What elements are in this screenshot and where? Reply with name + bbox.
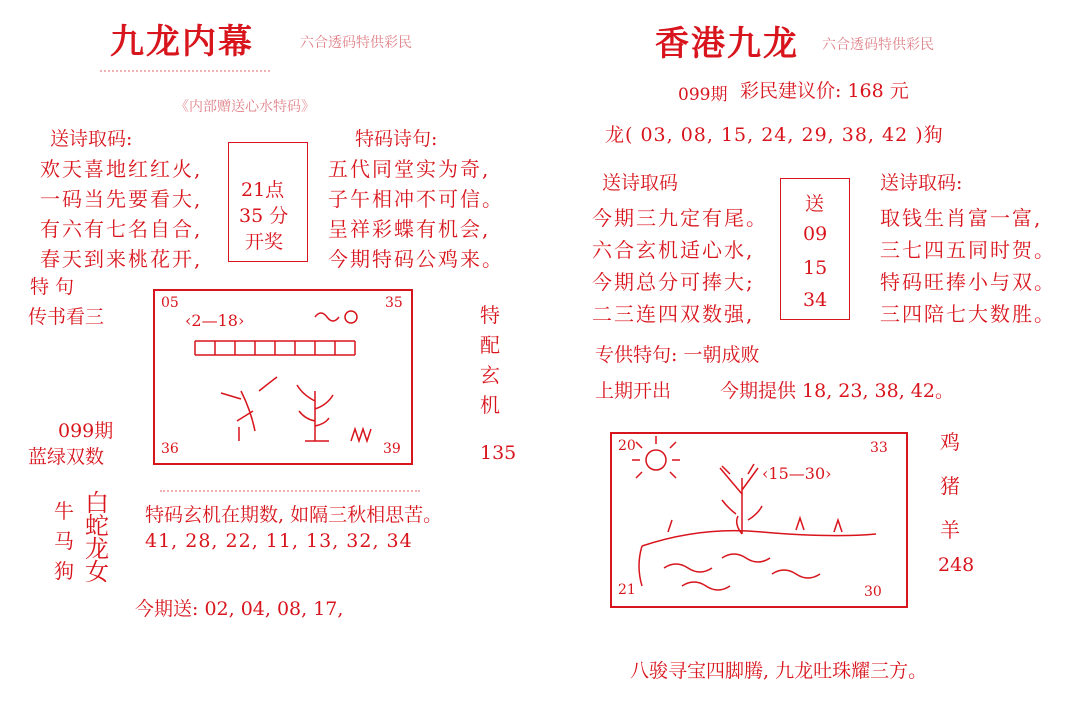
right-title: 香港九龙 <box>655 24 799 64</box>
send-number: 09 <box>803 223 828 245</box>
send-number: 34 <box>803 289 828 311</box>
zodiac-big-char: 龙 <box>85 535 109 563</box>
right-period: 099期 <box>678 85 728 105</box>
zodiac-big-char: 女 <box>85 558 109 586</box>
left-verse-line: 五代同堂实为奇, <box>328 157 491 181</box>
sun-rays-icon <box>632 436 680 478</box>
side-char: 羊 <box>940 518 960 542</box>
left-subtitle: 六合透码特供彩民 <box>300 35 412 51</box>
left-poem-header: 送诗取码: <box>50 128 133 150</box>
right-poem-line: 二三连四双数强, <box>592 302 755 326</box>
dragon-line: 龙( 03, 08, 15, 24, 29, 38, 42 )狗 <box>605 124 944 146</box>
sketch-bottom-left: 36 <box>161 441 179 457</box>
left-side-number: 135 <box>480 442 517 464</box>
zodiac-left <box>52 496 76 586</box>
left-period: 099期 <box>58 420 114 442</box>
sketch-top-right: 33 <box>870 440 888 456</box>
draw-hour: 21点 <box>241 179 285 201</box>
right-panel <box>540 0 1080 717</box>
flower-icon <box>720 464 762 534</box>
right-send-box <box>780 178 850 320</box>
fence-icon <box>195 341 355 355</box>
side-char: 鸡 <box>940 430 960 454</box>
left-verse-line: 今期特码公鸡来。 <box>328 247 504 271</box>
wave-icon <box>664 554 820 590</box>
right-verse-line: 三四陪七大数胜。 <box>880 302 1056 326</box>
send-label: 送 <box>805 193 825 215</box>
left-poem-line: 欢天喜地红红火, <box>40 157 203 181</box>
left-caption: 《内部赠送心水特码》 <box>175 99 315 115</box>
left-poem-line: 一码当先要看大, <box>40 187 203 211</box>
zodiac-char: 马 <box>54 529 74 553</box>
side-char: 玄 <box>480 363 500 387</box>
left-poem-line: 有六有七名自合, <box>40 217 203 241</box>
left-sketch-drawing <box>155 291 407 459</box>
right-verse-line: 特码旺捧小与双。 <box>880 270 1056 294</box>
right-sketch <box>610 432 908 608</box>
sketch-top-left: 05 <box>161 295 179 311</box>
price: 彩民建议价: 168 元 <box>740 80 909 102</box>
left-sketch <box>153 289 413 465</box>
left-title: 九龙内幕 <box>110 22 254 62</box>
left-divider-2 <box>160 490 420 492</box>
left-side-vertical <box>478 300 502 420</box>
sketch-bottom-right: 30 <box>864 584 882 600</box>
zodiac-char: 狗 <box>54 559 74 583</box>
right-side-number: 248 <box>938 554 975 576</box>
today-offer: 今期提供 18, 23, 38, 42。 <box>720 380 954 402</box>
sun-icon <box>646 450 666 470</box>
left-divider <box>100 70 270 72</box>
secret-line: 特码玄机在期数, 如隔三秋相思苦。 <box>145 504 443 526</box>
right-poem-line: 六合玄机适心水, <box>592 238 755 262</box>
special-phrase: 专供特句: 一朝成败 <box>595 344 760 366</box>
zodiac-big <box>82 489 112 586</box>
right-poem-line: 今期总分可捧大; <box>592 270 755 294</box>
cloud-icon <box>315 313 339 321</box>
left-verse-line: 呈祥彩蝶有机会, <box>328 217 491 241</box>
send-number: 15 <box>803 257 828 279</box>
left-poem-line: 春天到来桃花开, <box>40 247 203 271</box>
draw-minute: 35 分 <box>239 205 289 227</box>
special-label: 特 句 <box>30 276 75 298</box>
side-char: 机 <box>480 393 500 417</box>
special-line: 传书看三 <box>28 306 105 328</box>
last-period: 上期开出 <box>595 380 672 402</box>
bird-icon <box>221 377 277 431</box>
left-verse-header: 特码诗句: <box>355 128 438 150</box>
sketch-bottom-left: 21 <box>618 582 636 598</box>
color-hint: 蓝绿双数 <box>28 446 105 468</box>
right-subtitle: 六合透码特供彩民 <box>822 37 934 53</box>
right-poem-header: 送诗取码 <box>602 172 679 194</box>
right-verse-line: 取钱生肖富一富, <box>880 206 1043 230</box>
hill-icon <box>639 531 876 586</box>
sketch-range: ‹15—30› <box>762 464 832 483</box>
zodiac-char: 牛 <box>54 499 74 523</box>
right-verse-header: 送诗取码: <box>880 172 963 194</box>
left-verse-line: 子午相冲不可信。 <box>328 187 504 211</box>
left-time-box <box>228 142 308 262</box>
zodiac-big-char: 白 <box>85 489 109 517</box>
grass-icon <box>668 518 842 532</box>
sketch-range: ‹2—18› <box>185 311 245 330</box>
grass-icon <box>239 427 371 441</box>
side-char: 配 <box>480 333 500 357</box>
today-send: 今期送: 02, 04, 08, 17, <box>135 598 344 620</box>
right-poem-line: 今期三九定有尾。 <box>592 206 768 230</box>
zodiac-big-char: 蛇 <box>85 512 109 540</box>
sketch-top-right: 35 <box>385 295 403 311</box>
draw-label: 开奖 <box>245 231 284 253</box>
sun-icon <box>345 311 357 323</box>
right-footer: 八骏寻宝四脚腾, 九龙吐珠耀三方。 <box>630 660 928 682</box>
side-char: 特 <box>480 303 500 327</box>
right-side-vertical <box>938 420 962 552</box>
side-char: 猪 <box>940 474 960 498</box>
plant-icon <box>297 385 333 441</box>
sketch-top-left: 20 <box>618 438 636 454</box>
sketch-bottom-right: 39 <box>383 441 401 457</box>
secret-numbers: 41, 28, 22, 11, 13, 32, 34 <box>145 530 413 552</box>
right-verse-line: 三七四五同时贺。 <box>880 238 1056 262</box>
right-sketch-drawing <box>612 434 902 602</box>
